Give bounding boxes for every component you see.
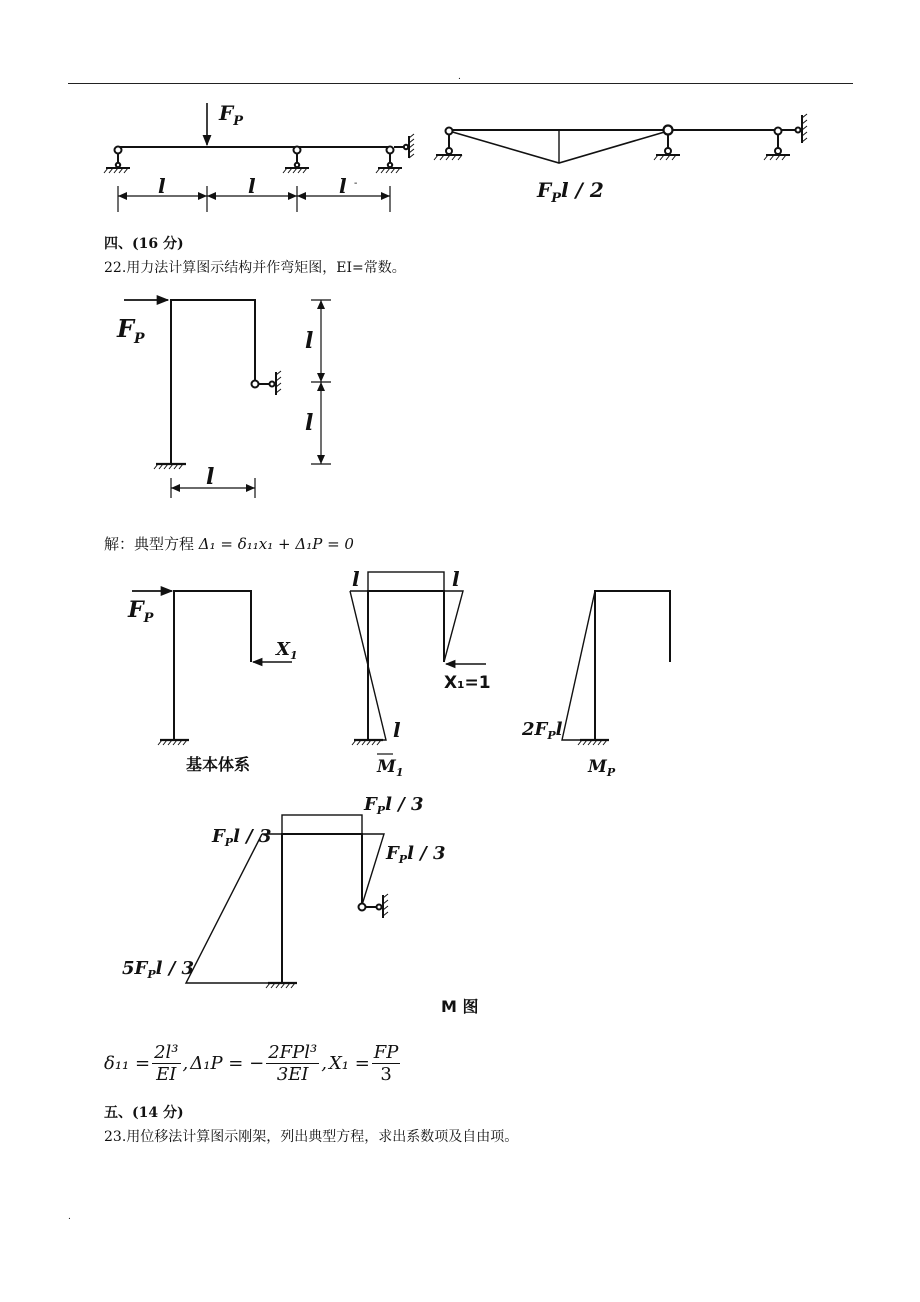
m1-bottom-label: l (393, 718, 401, 742)
q4-dim-h1: l (305, 328, 314, 354)
q4-prompt: 22.用力法计算图示结构并作弯矩图，EI=常数。 (104, 260, 406, 276)
solution-prefix: 解：典型方程 (104, 535, 195, 553)
header-dot: . (458, 72, 461, 82)
m1-top-right-label: l (452, 567, 460, 591)
top-moment-band (282, 815, 362, 834)
right-moment-line (444, 591, 463, 662)
footer-dot: . (68, 1212, 71, 1222)
d11-den: EI (156, 1063, 177, 1085)
x1-lhs: X₁ = (328, 1052, 370, 1074)
m1-caption: $M_1$ (377, 757, 404, 779)
top-moment-band (368, 572, 444, 591)
m1-diagram (350, 572, 486, 754)
hinge (664, 126, 673, 135)
results-equation (104, 1040, 402, 1086)
d1p-den: 3EI (276, 1063, 309, 1085)
fixed-support (154, 464, 186, 469)
m-left-label: $F_Pl / 3$ (212, 826, 272, 849)
frame (282, 834, 362, 983)
q5-prompt: 23.用位移法计算图示刚架，列出典型方程，求出系数项及自由项。 (104, 1129, 519, 1145)
dim-vertical (311, 300, 331, 464)
q4-dim-h2: l (305, 410, 314, 436)
q4-solution (104, 533, 354, 554)
x1-den: 3 (380, 1063, 392, 1085)
x1-fraction (372, 1042, 401, 1085)
m1-top-left-label: l (352, 567, 360, 591)
d1p-num: 2FPl³ (268, 1041, 318, 1063)
dim-label-3: l (339, 174, 347, 198)
roller-support-c (376, 134, 414, 173)
fig-top-left-beam (104, 103, 414, 212)
d11-lhs: δ₁₁ = (104, 1052, 151, 1074)
basic-system-figure (132, 591, 292, 745)
typical-equation: Δ₁ = δ₁₁x₁ + Δ₁P = 0 (198, 535, 354, 553)
basic-force-label: $F_P$ (128, 597, 154, 626)
support-right (764, 114, 807, 160)
roller-support-a (104, 147, 130, 174)
frame (171, 300, 255, 464)
moment-triangle (562, 591, 595, 740)
d1p-lhs: Δ₁P = − (190, 1052, 265, 1074)
q4-heading: 四、(16 分) (104, 236, 184, 252)
x1-num: FP (373, 1041, 399, 1063)
mp-diagram (562, 591, 670, 745)
force-label: $F_P$ (219, 101, 243, 129)
stray-tick: - (354, 178, 358, 189)
m-caption: M 图 (441, 997, 479, 1016)
frame (368, 591, 444, 740)
fig-top-right-moment (434, 114, 807, 163)
frame (174, 591, 251, 740)
d11-fraction (152, 1042, 180, 1085)
sep1: , (182, 1052, 189, 1074)
left-moment-line (186, 834, 282, 983)
basic-system-caption: 基本体系 (186, 755, 251, 774)
frame (595, 591, 670, 740)
basic-x1-label: $X_1$ (276, 639, 298, 662)
roller-support-b (283, 147, 309, 174)
right-moment-line (362, 834, 384, 905)
d1p-fraction (266, 1042, 319, 1085)
m1-x1-label: X₁=1 (444, 673, 491, 693)
moment-label: $F_Pl / 2$ (537, 178, 604, 206)
m-right-label: $F_Pl / 3$ (386, 843, 446, 866)
q5-heading: 五、(14 分) (104, 1105, 184, 1121)
dim-label-1: l (158, 174, 166, 198)
support-mid (654, 135, 680, 160)
q4-dim-w: l (206, 464, 215, 490)
mp-caption: $M_P$ (588, 757, 616, 779)
dim-label-2: l (248, 174, 256, 198)
m-bottom-label: $5F_Pl / 3$ (122, 958, 195, 981)
q4-structure (124, 300, 331, 498)
mp-value-label: $2F_Pl$ (522, 719, 563, 742)
d11-num: 2l³ (154, 1041, 179, 1063)
q4-force-label: $F_P$ (117, 314, 145, 347)
support-left (434, 128, 462, 161)
sep2: , (321, 1052, 327, 1074)
m-top-label: $F_Pl / 3$ (364, 794, 424, 817)
